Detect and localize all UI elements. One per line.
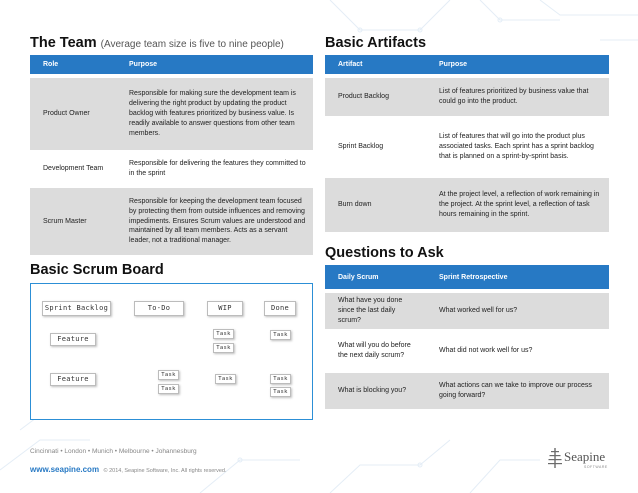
task-card: Task [158, 370, 179, 380]
board-column-todo: To-Do [134, 301, 184, 316]
team-purpose: Responsible for making sure the development team is delivering the right product by updating the product backlog with features prioritized by business value. Is readily available to answer questions from other team members. [116, 78, 313, 150]
questions-header-retro: Sprint Retrospective [426, 265, 609, 289]
board-column-wip: WIP [207, 301, 243, 316]
logo-wordmark: Seapine [564, 449, 606, 464]
team-role: Scrum Master [30, 188, 116, 255]
task-card: Task [158, 384, 179, 394]
team-table [30, 55, 313, 255]
daily-question: What will you do before the next daily scrum? [325, 333, 426, 369]
team-purpose: Responsible for keeping the development team focused by protecting them from outside influences and removing impediments. Ensures Scrum values are understood and maintained by all team members. Acts as a servant leader, not a traditional manager. [116, 188, 313, 255]
team-section-title [30, 35, 284, 51]
task-card: Task [215, 374, 236, 384]
daily-question: What is blocking you? [325, 373, 426, 409]
team-purpose: Responsible for delivering the features they committed to in the sprint [116, 154, 313, 184]
footer-cities: Cincinnati • London • Munich • Melbourne • Johannesburg [30, 448, 197, 455]
questions-table [325, 265, 609, 409]
table-row [325, 293, 609, 329]
questions-header-daily: Daily Scrum [325, 265, 426, 289]
board-column-sprint-backlog: Sprint Backlog [42, 301, 111, 316]
table-row [30, 188, 313, 255]
daily-question: What have you done since the last daily scrum? [325, 293, 426, 329]
artifact-purpose: List of features prioritized by business value that could go into the product. [426, 78, 609, 116]
artifact-purpose: At the project level, a reflection of work remaining in the project. At the sprint level, a reflection of task hours remaining in the sprint. [426, 178, 609, 232]
team-role: Development Team [30, 154, 116, 184]
team-header-role: Role [30, 55, 116, 74]
task-card: Task [270, 387, 291, 397]
retro-question: What actions can we take to improve our process going forward? [426, 373, 609, 409]
task-card: Task [213, 329, 234, 339]
artifacts-header-purpose: Purpose [426, 55, 609, 74]
artifact-purpose: List of features that will go into the product plus associated tasks. Each sprint has a sprint backlog that is planned on a sprint-by-sprint basis. [426, 120, 609, 174]
artifact-name: Sprint Backlog [325, 120, 426, 174]
table-row [325, 333, 609, 369]
artifact-name: Burn down [325, 178, 426, 232]
team-subtitle: (Average team size is five to nine people) [100, 39, 284, 50]
table-row [325, 373, 609, 409]
retro-question: What did not work well for us? [426, 333, 609, 369]
footer-url-link[interactable]: www.seapine.com [30, 465, 100, 474]
artifacts-table [325, 55, 609, 232]
table-row [325, 120, 609, 174]
board-column-done: Done [264, 301, 296, 316]
footer-copyright: © 2014, Seapine Software, Inc. All rights reserved. [103, 468, 227, 474]
table-row [325, 78, 609, 116]
feature-card: Feature [50, 333, 96, 346]
footer-line [30, 459, 227, 477]
board-title: Basic Scrum Board [30, 262, 164, 278]
table-row [325, 178, 609, 232]
feature-card: Feature [50, 373, 96, 386]
artifacts-title: Basic Artifacts [325, 35, 427, 51]
table-row [30, 78, 313, 150]
logo-tagline: SOFTWARE [584, 465, 608, 469]
questions-title: Questions to Ask [325, 245, 444, 261]
task-card: Task [270, 330, 291, 340]
scrum-board [30, 283, 313, 420]
table-row [30, 154, 313, 184]
team-title: The Team [30, 35, 97, 51]
team-role: Product Owner [30, 78, 116, 150]
artifacts-header-artifact: Artifact [325, 55, 426, 74]
artifact-name: Product Backlog [325, 78, 426, 116]
task-card: Task [213, 343, 234, 353]
team-header-purpose: Purpose [116, 55, 313, 74]
retro-question: What worked well for us? [426, 293, 609, 329]
task-card: Task [270, 374, 291, 384]
